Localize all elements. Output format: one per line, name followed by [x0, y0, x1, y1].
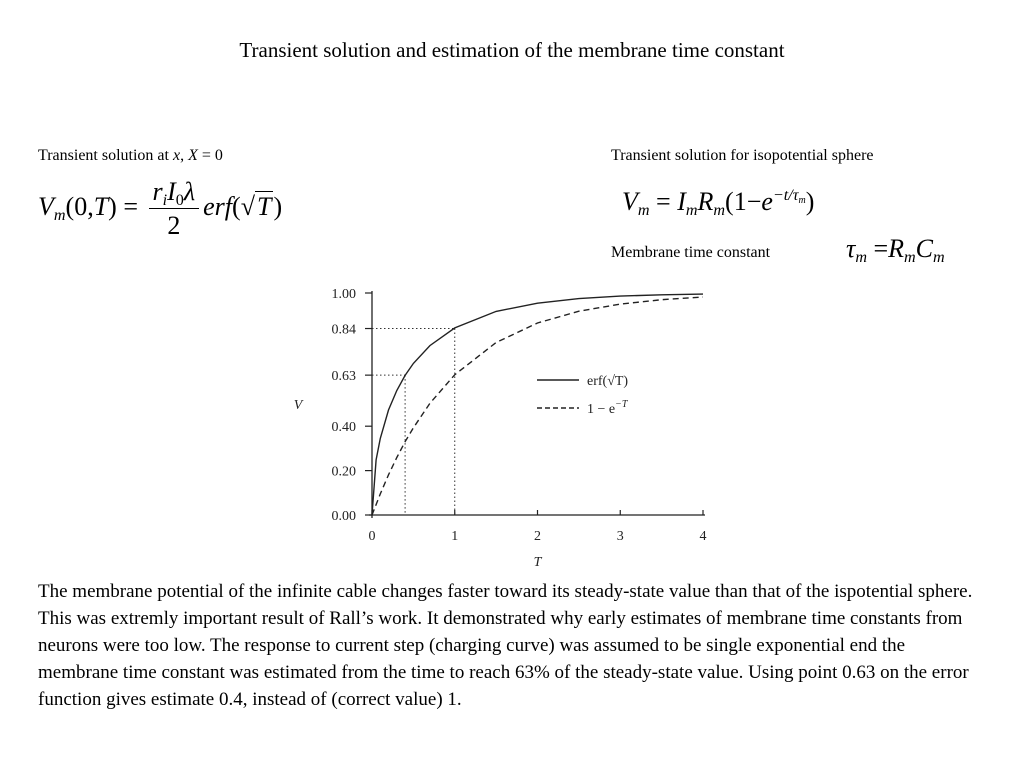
left-heading-var-X: X [188, 147, 198, 164]
eq-r: r [152, 177, 163, 206]
x-tick-label-3: 3 [616, 529, 624, 544]
eq2-sub-m3: m [713, 201, 726, 219]
sqrt-sign: √ [240, 192, 255, 222]
eq-sub-m: m [53, 207, 66, 225]
y-tick-label-4: 0.84 [331, 322, 356, 338]
eq2-exponent [773, 187, 806, 204]
eq-args: (0, [65, 192, 94, 222]
tc-sub-m1: m [855, 248, 867, 266]
eq2-e: e [761, 187, 773, 216]
x-axis-label: T [533, 555, 542, 570]
y-tick-label-2: 0.40 [331, 420, 356, 436]
eq-lambda: λ [183, 177, 196, 206]
eq2-exp-m: m [798, 194, 806, 206]
legend-label-1: $1 - e^{-T}$ [587, 399, 628, 417]
x-tick-label-1: 1 [451, 529, 459, 544]
eq-sqrt [241, 192, 274, 222]
y-tick-label-1: 0.20 [331, 464, 356, 480]
eq-equals: = [116, 192, 145, 222]
legend-label-sup-1: −T [615, 399, 628, 410]
x-tick-label-0: 0 [368, 529, 376, 544]
series-line-0 [372, 294, 703, 515]
eq2-open: (1− [725, 187, 762, 216]
charging-curve-chart [290, 262, 750, 574]
page-title: Transient solution and estimation of the membrane time constant [239, 38, 785, 62]
explanation-paragraph: The membrane potential of the infinite cable changes faster toward its steady-state value than that of the ispotential sphere. This was extremly important result of Rall’s work. It demonstrated why early estimates of membrane time constants from neurons were too low. The response to current step (charging curve) was assumed to be single exponential end the membrane time constant was estimated from the time to reach 63% of the steady-state value. Using point 0.63 on the error function gives estimate 0.4, instead of (correct value) 1. [38, 581, 973, 710]
left-heading-var-x: x [172, 147, 181, 164]
tc-equals: = [866, 234, 889, 263]
time-constant-equation [846, 234, 945, 264]
eq2-close: ) [805, 187, 815, 216]
tc-C: C [915, 234, 933, 263]
eq2-exp: −t/τ [772, 186, 799, 204]
left-heading-prefix: Transient solution at [38, 147, 173, 164]
x-tick-label-4: 4 [699, 529, 707, 544]
eq2-equals: = [649, 187, 678, 216]
eq2-R: R [697, 187, 714, 216]
eq2-V: V [622, 187, 638, 216]
eq-denominator: 2 [167, 210, 181, 240]
eq2-I: I [677, 187, 686, 216]
left-heading [38, 147, 223, 165]
left-heading-suffix: = 0 [197, 147, 223, 164]
legend-label-0: erf(√T) [587, 374, 629, 389]
tc-sub-m2: m [904, 248, 916, 266]
eq-V: V [38, 192, 54, 222]
eq2-sub-m1: m [637, 201, 650, 219]
eq-erf-open: ( [232, 192, 241, 222]
eq-close: ) [108, 192, 117, 222]
eq2-sub-m2: m [685, 201, 698, 219]
eq-sqrt-T: T [256, 192, 272, 222]
left-heading-sep: , [180, 147, 189, 164]
eq-numerator [149, 178, 200, 209]
eq-erf: erf [203, 192, 233, 222]
x-tick-label-2: 2 [534, 529, 541, 544]
tc-R: R [888, 234, 905, 263]
eq-erf-close: ) [273, 192, 283, 222]
y-tick-label-5: 1.00 [331, 287, 356, 302]
y-tick-label-3: 0.63 [331, 369, 356, 385]
eq-sub-0: 0 [175, 191, 184, 209]
tc-sub-m3: m [933, 248, 945, 266]
cable-equation [38, 178, 282, 240]
eq-fraction [149, 178, 200, 240]
y-tick-label-0: 0.00 [331, 509, 356, 524]
right-heading: Transient solution for isopotential sphere [611, 147, 874, 164]
eq-T: T [93, 192, 109, 222]
eq-I: I [167, 177, 176, 206]
time-constant-label: Membrane time constant [611, 244, 771, 261]
y-axis-label: V [293, 398, 303, 413]
sphere-equation [622, 187, 814, 217]
series-line-1 [372, 297, 703, 515]
tc-tau: τ [846, 234, 856, 263]
eq-sub-i: i [162, 191, 168, 209]
